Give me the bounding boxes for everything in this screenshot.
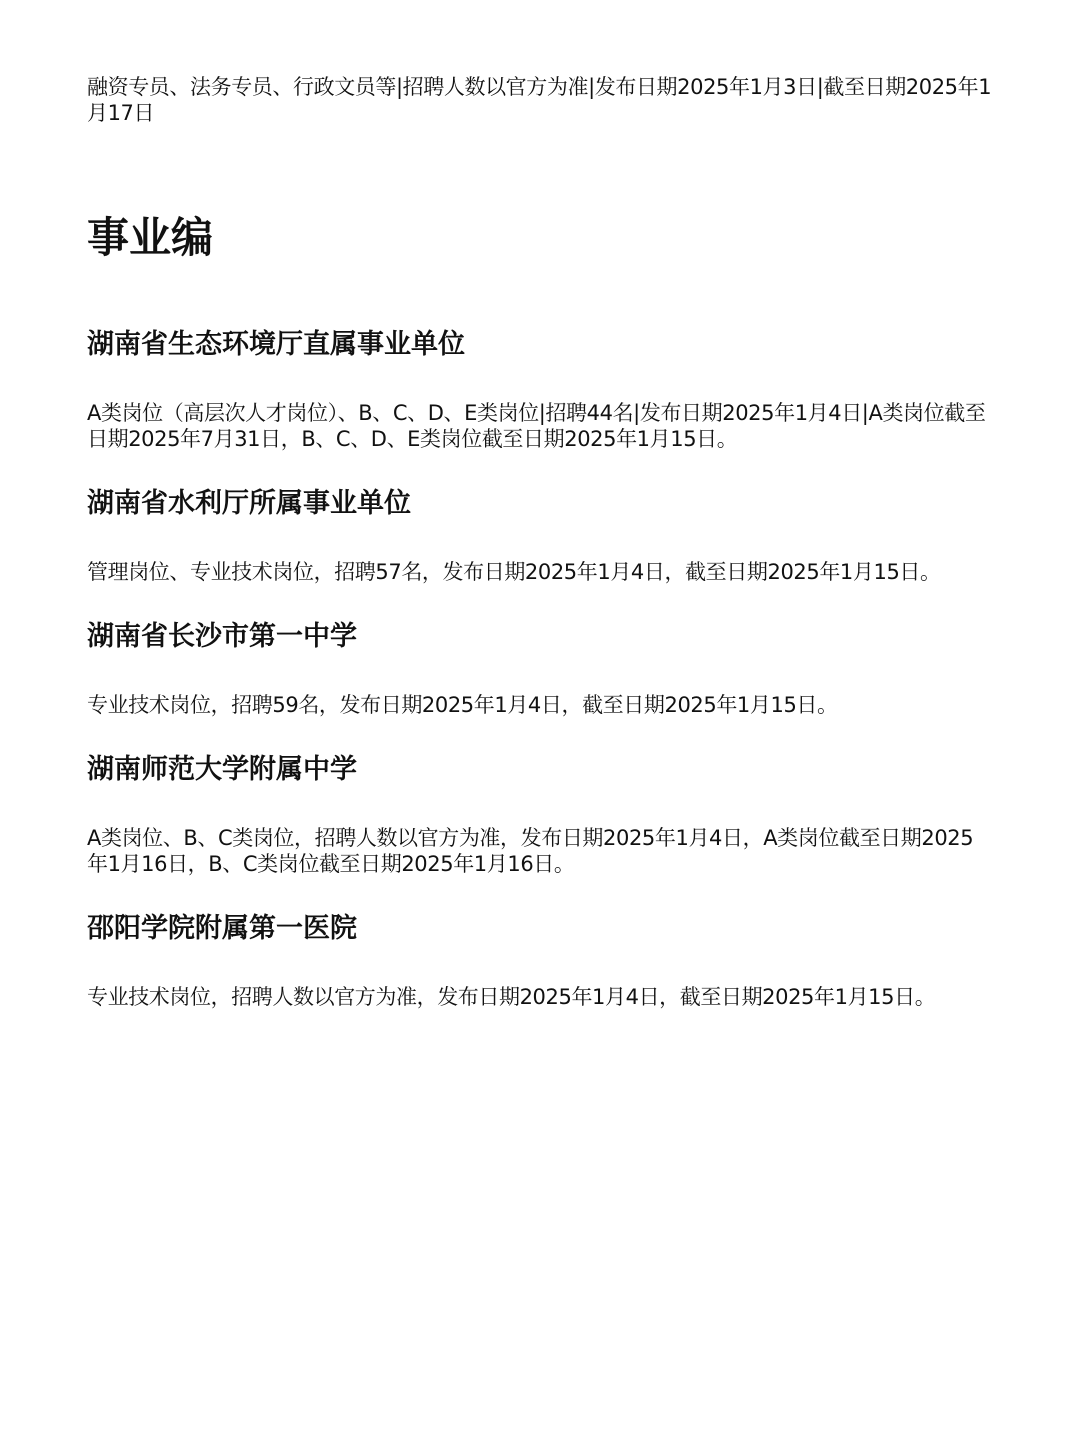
org-item [87, 486, 992, 585]
intro-text: 融资专员、法务专员、行政文员等|招聘人数以官方为准|发布日期2025年1月3日|截至日期2025年1月17日 [87, 75, 992, 125]
org-item [87, 911, 992, 1010]
org-title: 湖南师范大学附属中学 [87, 754, 357, 785]
org-details: A类岗位、B、C类岗位，招聘人数以官方为准，发布日期2025年1月4日，A类岗位截至日期2025年1月16日，B、C类岗位截至日期2025年1月16日。 [87, 826, 974, 876]
org-item [87, 327, 992, 452]
org-details: 专业技术岗位，招聘人数以官方为准，发布日期2025年1月4日，截至日期2025年1月15日。 [87, 985, 936, 1009]
org-title: 邵阳学院附属第一医院 [87, 913, 357, 944]
org-details: A类岗位（高层次人才岗位）、B、C、D、E类岗位|招聘44名|发布日期2025年1月4日|A类岗位截至日期2025年7月31日，B、C、D、E类岗位截至日期2025年1月15日。 [87, 401, 986, 451]
org-details: 管理岗位、专业技术岗位，招聘57名，发布日期2025年1月4日，截至日期2025年1月15日。 [87, 560, 941, 584]
org-title: 湖南省长沙市第一中学 [87, 621, 357, 652]
org-details: 专业技术岗位，招聘59名，发布日期2025年1月4日，截至日期2025年1月15日。 [87, 693, 838, 717]
document-page [87, 74, 992, 1010]
org-title: 湖南省水利厅所属事业单位 [87, 488, 411, 519]
org-item [87, 752, 992, 877]
section-title: 事业编 [87, 213, 214, 262]
org-title: 湖南省生态环境厅直属事业单位 [87, 329, 465, 360]
org-item [87, 619, 992, 718]
